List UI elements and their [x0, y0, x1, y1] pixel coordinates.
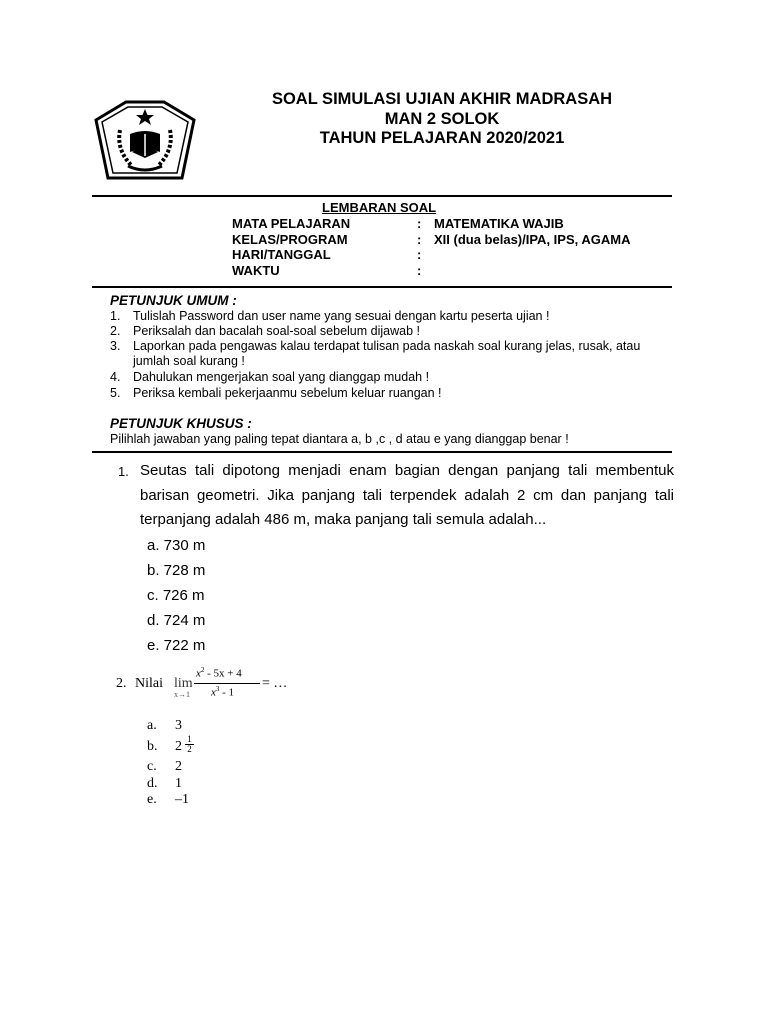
- question-2-option-letter: e.: [147, 792, 157, 807]
- question-2-option-letter: a.: [147, 718, 157, 733]
- list-number: 1.: [110, 309, 121, 323]
- question-1-option-c: c. 726 m: [147, 587, 205, 604]
- question-2-lim-sub: x→1: [174, 690, 190, 699]
- petunjuk-khusus-heading: PETUNJUK KHUSUS :: [110, 416, 252, 431]
- header-line-3: TAHUN PELAJARAN 2020/2021: [319, 129, 565, 147]
- info-label-class: KELAS/PROGRAM: [232, 232, 348, 247]
- divider-bottom: [92, 451, 672, 453]
- info-label-time: WAKTU: [232, 263, 280, 278]
- question-2-option-value: 2: [175, 739, 182, 754]
- question-2-option-value: 3: [175, 718, 182, 733]
- divider-top: [92, 195, 672, 197]
- list-item: [0, 386, 768, 401]
- mixed-fraction: [185, 735, 194, 754]
- list-number: 5.: [110, 386, 121, 400]
- mixed-fraction-numerator: 1: [187, 734, 192, 744]
- question-2-option-letter: d.: [147, 776, 158, 791]
- petunjuk-khusus-text: Pilihlah jawaban yang paling tepat diantara a, b ,c , d atau e yang dianggap benar !: [110, 432, 569, 446]
- question-2-option-value: 2: [175, 759, 182, 774]
- question-1-option-b: b. 728 m: [147, 562, 206, 579]
- question-2-prefix: Nilai: [135, 676, 163, 691]
- question-1-option-e: e. 722 m: [147, 637, 206, 654]
- list-text: Laporkan pada pengawas kalau terdapat tulisan pada naskah soal kurang jelas, rusak, atau jumlah soal kurang !: [133, 339, 641, 368]
- list-item: [0, 324, 768, 339]
- fraction-bar: [194, 683, 260, 684]
- question-2-option-letter: b.: [147, 739, 158, 754]
- numerator-rest: - 5x + 4: [204, 667, 242, 680]
- info-colon: :: [417, 216, 422, 231]
- header-line-2: MAN 2 SOLOK: [384, 110, 500, 128]
- question-2-equals: = …: [262, 676, 288, 691]
- numerator-var: x: [196, 667, 201, 680]
- info-colon: :: [417, 247, 422, 262]
- list-item: [0, 309, 768, 324]
- denominator-var: x: [211, 686, 216, 699]
- denominator-rest: - 1: [219, 686, 235, 699]
- madrasah-logo: [92, 100, 198, 182]
- numerator-exp: 2: [200, 666, 205, 674]
- question-2-option-value: 1: [175, 776, 182, 791]
- question-2-number: 2.: [116, 676, 127, 691]
- header-line-1: SOAL SIMULASI UJIAN AKHIR MADRASAH: [271, 90, 613, 108]
- info-colon: :: [417, 263, 422, 278]
- mixed-fraction-denominator: 2: [185, 744, 194, 754]
- list-text: Dahulukan mengerjakan soal yang dianggap mudah !: [133, 370, 430, 384]
- info-colon: :: [417, 232, 422, 247]
- list-number: 4.: [110, 370, 121, 384]
- list-item: [0, 339, 768, 369]
- list-number: 2.: [110, 324, 121, 338]
- info-value-subject: MATEMATIKA WAJIB: [434, 216, 564, 231]
- fraction-numerator: [196, 666, 242, 680]
- question-1-option-a: a. 730 m: [147, 537, 206, 554]
- list-text: Periksa kembali pekerjaanmu sebelum keluar ruangan !: [133, 386, 442, 400]
- denominator-exp: 3: [215, 685, 220, 693]
- question-2-lim: lim: [174, 676, 193, 691]
- question-2-fraction: [194, 666, 262, 702]
- info-value-class: XII (dua belas)/IPA, IPS, AGAMA: [434, 232, 631, 247]
- divider-middle: [92, 286, 672, 288]
- question-1-option-d: d. 724 m: [147, 612, 206, 629]
- info-label-date: HARI/TANGGAL: [232, 247, 331, 262]
- list-text: Periksalah dan bacalah soal-soal sebelum dijawab !: [133, 324, 420, 338]
- info-heading: LEMBARAN SOAL: [322, 200, 437, 215]
- fraction-denominator: [211, 685, 234, 699]
- question-2-option-value: –1: [175, 792, 189, 807]
- petunjuk-umum-heading: PETUNJUK UMUM :: [110, 293, 237, 308]
- list-number: 3.: [110, 339, 121, 353]
- question-1-text: Seutas tali dipotong menjadi enam bagian dengan panjang tali membentuk barisan geometri. Jika panjang tali terpendek adalah 2 cm dan panjang tali terpanjang adalah 486 m, maka panjang tali semula adalah...: [140, 462, 674, 528]
- list-item: [0, 370, 768, 385]
- info-label-subject: MATA PELAJARAN: [232, 216, 351, 231]
- question-2-option-letter: c.: [147, 759, 157, 774]
- list-text: Tulislah Password dan user name yang sesuai dengan kartu peserta ujian !: [133, 309, 550, 323]
- question-1-number: 1.: [118, 464, 129, 479]
